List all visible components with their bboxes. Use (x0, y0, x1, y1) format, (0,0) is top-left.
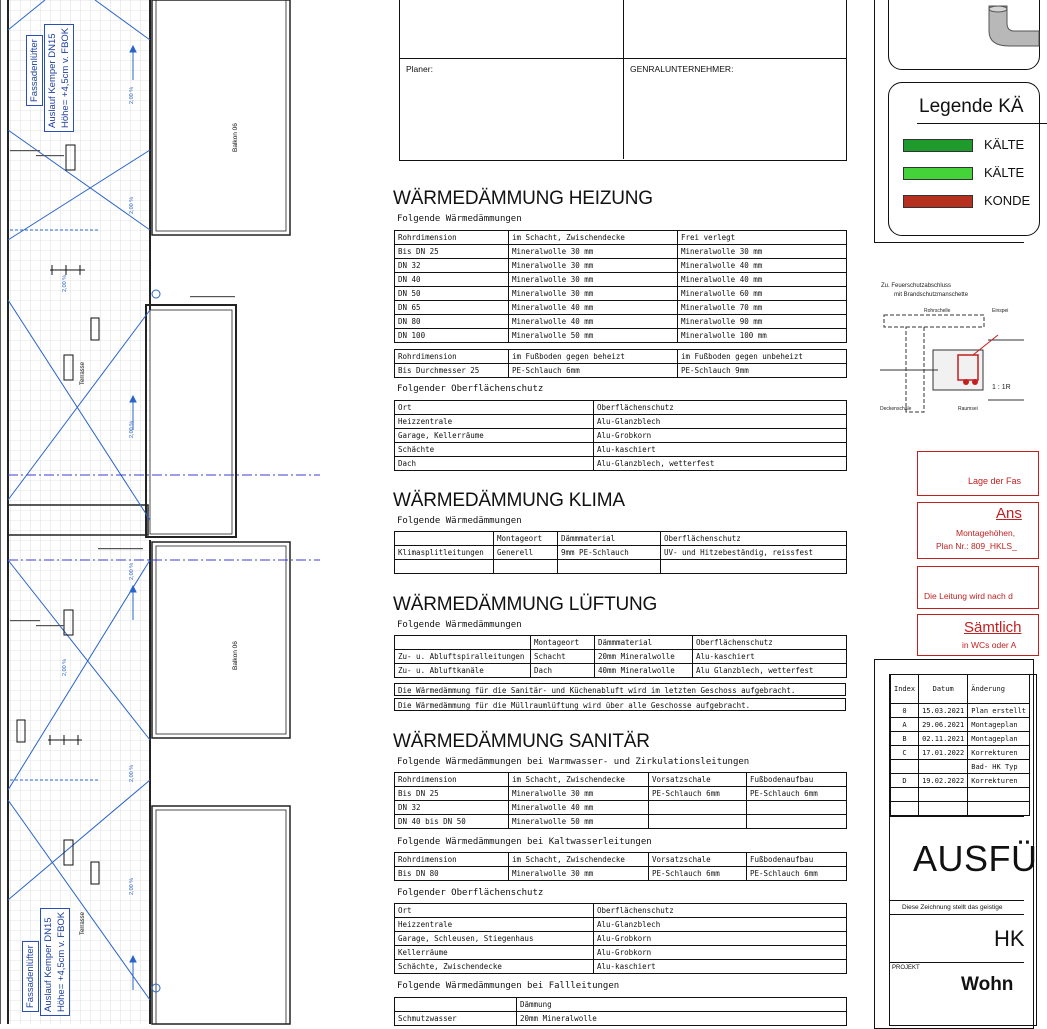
table-row (395, 946, 847, 960)
table-row (395, 932, 847, 946)
lueftung-table (394, 635, 847, 678)
cell: Alu-Glanzblech, wetterfest (594, 457, 847, 471)
sanitaer-subtitle-ww: Folgende Wärmedämmungen bei Warmwasser- und Zirkulationsleitungen (397, 757, 750, 767)
detail-label: Deckenschale (880, 406, 912, 412)
table-row (891, 718, 1030, 732)
cell (747, 815, 847, 829)
table-row (891, 704, 1030, 718)
col-header: Dämmmaterial (558, 532, 661, 546)
cell: Klimasplitleitungen (395, 546, 494, 560)
legend-box (888, 82, 1040, 236)
col-header: Oberflächenschutz (594, 401, 847, 415)
discipline-label: HK (994, 926, 1025, 951)
heizung-table (394, 230, 847, 343)
lueftung-subtitle: Folgende Wärmedämmungen (397, 620, 522, 630)
legend-label: KÄLTE (984, 165, 1025, 180)
cell: DN 40 (395, 273, 509, 287)
col-header: im Fußboden gegen beheizt (509, 350, 678, 364)
cell: Mineralwolle 30 mm (509, 245, 678, 259)
sanitaer-fall-subtitle: Folgende Wärmedämmungen bei Fallleitungen (397, 981, 620, 991)
col-header: Rohrdimension (395, 773, 509, 787)
col-header: Dämmmaterial (595, 636, 693, 650)
facade-vent-line2: Auslauf Kemper DN15 (43, 917, 54, 1012)
cell: Bis Durchmesser 25 (395, 364, 509, 378)
legend-label: KÄLTE (984, 137, 1025, 152)
cell: D (891, 774, 919, 788)
lueftung-note-2: Die Wärmedämmung für die Müllraumlüftung wird über alle Geschosse aufgebracht. (394, 698, 846, 711)
table-header-row (395, 853, 847, 867)
facade-vent-label-bottom (22, 941, 39, 1012)
cell (395, 560, 494, 574)
heizung-subtitle: Folgende Wärmedämmungen (397, 214, 522, 224)
cell: Alu-kaschiert (594, 960, 847, 974)
header-info-box (399, 0, 847, 161)
table-row (395, 787, 847, 801)
facade-vent-title: Fassadenlüfter (29, 39, 40, 102)
table-row (395, 1012, 847, 1026)
cell: Mineralwolle 70 mm (678, 301, 847, 315)
heizung-floor-table (394, 349, 847, 378)
table-row (395, 546, 847, 560)
table-row (395, 315, 847, 329)
cell: Mineralwolle 40 mm (509, 301, 678, 315)
terrace-label: Terrasse (80, 911, 86, 935)
cell: Generell (494, 546, 558, 560)
table-header-row (395, 231, 847, 245)
cell: Alu-Glanzblech (594, 415, 847, 429)
col-header: im Schacht, Zwischendecke (509, 773, 649, 787)
cell: Alu-Glanzblech (594, 918, 847, 932)
table-header-row (395, 904, 847, 918)
project-name: Wohn (961, 974, 1014, 995)
table-header-row (395, 532, 847, 546)
cell: Alu-kaschiert (693, 650, 847, 664)
table-row (395, 801, 847, 815)
cell (649, 801, 747, 815)
col-header: Vorsatzschale (649, 853, 747, 867)
cell: DN 65 (395, 301, 509, 315)
detail-label: Raumsei (958, 406, 978, 412)
cell: Alu-kaschiert (594, 443, 847, 457)
cell: Heizzentrale (395, 918, 594, 932)
col-header: Dämmung (517, 998, 847, 1012)
col-header: Rohrdimension (395, 350, 509, 364)
slope-label: 2,00 % (62, 274, 68, 292)
cell: 20mm Mineralwolle (517, 1012, 847, 1026)
cell (494, 560, 558, 574)
cell: PE-Schlauch 6mm (649, 787, 747, 801)
red-note-line: Montagehöhen, (956, 528, 1016, 538)
cell: PE-Schlauch 6mm (649, 867, 747, 881)
klima-table (394, 531, 847, 574)
cell: Mineralwolle 100 mm (678, 329, 847, 343)
cell: Mineralwolle 60 mm (678, 287, 847, 301)
cell: A (891, 718, 919, 732)
cell (919, 760, 968, 774)
table-header-row (395, 401, 847, 415)
cell: Montageplan (968, 732, 1030, 746)
col-header: Fußbodenaufbau (747, 853, 847, 867)
slope-label: 2,00 % (129, 420, 135, 438)
cell: PE-Schlauch 6mm (747, 867, 847, 881)
col-header: Vorsatzschale (649, 773, 747, 787)
cell: Mineralwolle 30 mm (678, 245, 847, 259)
col-header: Fußbodenaufbau (747, 773, 847, 787)
cell: Mineralwolle 50 mm (509, 329, 678, 343)
cell: Schacht (531, 650, 595, 664)
table-row (395, 364, 847, 378)
cell: Zu- u. Abluftkanäle (395, 664, 531, 678)
facade-vent-line3: Höhe= +4,5cm v. FBOK (56, 911, 67, 1012)
cell: 02.11.2021 (919, 732, 968, 746)
table-row (891, 774, 1030, 788)
fitting-image-box (888, 0, 1040, 70)
table-row (395, 245, 847, 259)
cell: Korrekturen (968, 746, 1030, 760)
cell (558, 560, 661, 574)
table-row (395, 429, 847, 443)
cell: Bis DN 25 (395, 245, 509, 259)
fire-protection-detail (878, 280, 1024, 425)
cell: Montageplan (968, 718, 1030, 732)
cell: Mineralwolle 40 mm (678, 273, 847, 287)
table-row (395, 287, 847, 301)
heizung-surface-subtitle: Folgender Oberflächenschutz (397, 384, 544, 394)
facade-vent-detail-bottom (40, 908, 70, 1016)
col-header: Ort (395, 904, 594, 918)
cell: PE-Schlauch 6mm (747, 787, 847, 801)
cell: Kellerräume (395, 946, 594, 960)
table-header-row (395, 350, 847, 364)
balcony-label: Balkon 06 (232, 641, 239, 670)
cell: PE-Schlauch 6mm (509, 364, 678, 378)
cell: Alu-Grobkorn (594, 429, 847, 443)
col-header: im Schacht, Zwischendecke (509, 853, 649, 867)
cell: Mineralwolle 30 mm (509, 259, 678, 273)
cell: 0 (891, 704, 919, 718)
table-row (395, 867, 847, 881)
table-header-row (891, 675, 1030, 704)
cell: Schächte, Zwischendecke (395, 960, 594, 974)
col-header: Rohrdimension (395, 853, 509, 867)
cell: Mineralwolle 40 mm (678, 259, 847, 273)
col-header: Ort (395, 401, 594, 415)
table-row (891, 732, 1030, 746)
cell (919, 788, 968, 802)
cell: 19.02.2022 (919, 774, 968, 788)
table-row (395, 650, 847, 664)
col-header: Oberflächenschutz (594, 904, 847, 918)
legend-swatch (903, 139, 973, 152)
cell: 40mm Mineralwolle (595, 664, 693, 678)
gu-label: GENRALUNTERNEHMER: (630, 64, 734, 74)
table-row (891, 788, 1030, 802)
cell (649, 815, 747, 829)
red-note-text: Lage der Fas (968, 476, 1022, 486)
table-row (395, 301, 847, 315)
table-row (395, 415, 847, 429)
cell: Mineralwolle 40 mm (509, 315, 678, 329)
facade-vent-line2: Auslauf Kemper DN15 (47, 33, 58, 128)
floor-plan-drawing (0, 0, 330, 1024)
project-label: PROJEKT (892, 965, 920, 971)
detail-label: Rohrschelle (924, 308, 951, 314)
cell: 15.03.2021 (919, 704, 968, 718)
cell: Bis DN 80 (395, 867, 509, 881)
table-header-row (395, 636, 847, 650)
facade-vent-label-top (26, 35, 43, 106)
cell: 20mm Mineralwolle (595, 650, 693, 664)
cell: Mineralwolle 30 mm (509, 787, 649, 801)
cell: Schmutzwasser (395, 1012, 517, 1026)
table-row (395, 329, 847, 343)
red-note-line: in WCs oder A (962, 640, 1017, 650)
cell (891, 760, 919, 774)
slope-label: 2,00 % (62, 658, 68, 676)
col-header: Montageort (531, 636, 595, 650)
facade-vent-line3: Höhe= +4,5cm v. FBOK (60, 27, 71, 128)
legend-title: Legende KÄ (919, 96, 1024, 117)
table-row (395, 560, 847, 574)
detail-scale: 1 : 1R (992, 384, 1011, 391)
table-row (395, 664, 847, 678)
table-row (395, 960, 847, 974)
red-note-mounting (917, 502, 1039, 559)
cell: Alu Glanzblech, wetterfest (693, 664, 847, 678)
col-header: Oberflächenschutz (693, 636, 847, 650)
cell: UV- und Hitzebeständig, reissfest (661, 546, 847, 560)
col-header: Index (891, 675, 919, 704)
slope-label: 2,00 % (129, 86, 135, 104)
cell: DN 80 (395, 315, 509, 329)
floor-plan-lines (0, 0, 330, 1024)
col-header: Datum (919, 675, 968, 704)
cell: Mineralwolle 90 mm (678, 315, 847, 329)
slope-label: 2,00 % (129, 196, 135, 214)
disclaimer-text: Diese Zeichnung stellt das geistige (902, 904, 1003, 911)
facade-vent-detail-top (44, 24, 74, 132)
cell: Garage, Schleusen, Stiegenhaus (395, 932, 594, 946)
red-note-facade (917, 451, 1039, 496)
balcony-label: Balkon 06 (232, 123, 239, 152)
cell: Alu-Grobkorn (594, 932, 847, 946)
table-row (891, 746, 1030, 760)
col-header (395, 532, 494, 546)
cell: C (891, 746, 919, 760)
col-header: Rohrdimension (395, 231, 509, 245)
red-note-title: Sämtlich (964, 619, 1022, 636)
col-header: Montageort (494, 532, 558, 546)
cell (968, 802, 1030, 816)
plan-type-title: AUSFÜ (913, 838, 1038, 879)
cell: Mineralwolle 30 mm (509, 867, 649, 881)
pipe-fitting-icon (979, 1, 1039, 61)
col-header: Oberflächenschutz (661, 532, 847, 546)
cell: Korrekturen (968, 774, 1030, 788)
cell (891, 802, 919, 816)
red-note-pipe (917, 566, 1039, 609)
detail-label: Einspei (992, 308, 1009, 314)
cell: Heizzentrale (395, 415, 594, 429)
table-row (395, 815, 847, 829)
cell: Mineralwolle 50 mm (509, 815, 649, 829)
cell (891, 788, 919, 802)
slope-label: 2,00 % (129, 877, 135, 895)
cell: 17.01.2022 (919, 746, 968, 760)
cell (747, 801, 847, 815)
facade-vent-title: Fassadenlüfter (25, 945, 36, 1008)
cell: 29.06.2021 (919, 718, 968, 732)
cell: Alu-Grobkorn (594, 946, 847, 960)
sanitaer-surface-subtitle: Folgender Oberflächenschutz (397, 888, 544, 898)
heizung-title: WÄRMEDÄMMUNG HEIZUNG (393, 188, 653, 209)
cell: DN 32 (395, 801, 509, 815)
detail-caption: mit Brandschutzmanschette (894, 292, 969, 298)
slope-label: 2,00 % (129, 764, 135, 782)
sanitaer-fall-table (394, 997, 847, 1026)
sanitaer-subtitle-kw: Folgende Wärmedämmungen bei Kaltwasserleitungen (397, 837, 652, 847)
cell: 9mm PE-Schlauch (558, 546, 661, 560)
planer-label: Planer: (406, 64, 433, 74)
legend-swatch (903, 167, 973, 180)
klima-subtitle: Folgende Wärmedämmungen (397, 516, 522, 526)
legend-label: KONDE (984, 193, 1031, 208)
table-row (891, 802, 1030, 816)
cell (661, 560, 847, 574)
cell: Garage, Kellerräume (395, 429, 594, 443)
red-note-text: Die Leitung wird nach d (924, 591, 1013, 601)
sanitaer-ww-table (394, 772, 847, 829)
cell: Bis DN 25 (395, 787, 509, 801)
table-row (395, 259, 847, 273)
cell: Plan erstellt (968, 704, 1030, 718)
legend-swatch (903, 195, 973, 208)
sanitaer-surface-table (394, 903, 847, 974)
cell: Mineralwolle 40 mm (509, 801, 649, 815)
table-header-row (395, 998, 847, 1012)
cell: B (891, 732, 919, 746)
col-header: Frei verlegt (678, 231, 847, 245)
table-row (395, 443, 847, 457)
col-header: Änderung (968, 675, 1030, 704)
cell (968, 788, 1030, 802)
cell: Bad- HK Typ (968, 760, 1030, 774)
cell: DN 32 (395, 259, 509, 273)
lueftung-title: WÄRMEDÄMMUNG LÜFTUNG (393, 594, 658, 615)
col-header: im Schacht, Zwischendecke (509, 231, 678, 245)
terrace-label: Terrasse (80, 361, 86, 385)
table-row (395, 457, 847, 471)
col-header (395, 636, 531, 650)
cell: DN 50 (395, 287, 509, 301)
sanitaer-kw-table (394, 852, 847, 881)
red-note-title: Ans (996, 505, 1022, 522)
cell (919, 802, 968, 816)
cell: PE-Schlauch 9mm (678, 364, 847, 378)
cell: Mineralwolle 30 mm (509, 273, 678, 287)
cell: Dach (531, 664, 595, 678)
cell: Mineralwolle 30 mm (509, 287, 678, 301)
slope-label: 2,00 % (129, 562, 135, 580)
col-header: im Fußboden gegen unbeheizt (678, 350, 847, 364)
heizung-surface-table (394, 400, 847, 471)
cell: Zu- u. Abluftspiralleitungen (395, 650, 531, 664)
table-header-row (395, 773, 847, 787)
table-row (395, 273, 847, 287)
red-note-line: Plan Nr.: 809_HKLS_ (936, 541, 1017, 551)
cell: DN 40 bis DN 50 (395, 815, 509, 829)
lueftung-note-1: Die Wärmedämmung für die Sanitär- und Küchenabluft wird im letzten Geschoss aufgebracht. (394, 683, 846, 696)
col-header (395, 998, 517, 1012)
red-note-all (917, 614, 1039, 656)
revision-table (890, 674, 1030, 816)
detail-drawing (878, 280, 1024, 425)
cell: Dach (395, 457, 594, 471)
cell: DN 100 (395, 329, 509, 343)
detail-caption: Zu. Feuerschutzabschluss (881, 283, 952, 289)
cell: Schächte (395, 443, 594, 457)
table-row (891, 760, 1030, 774)
klima-title: WÄRMEDÄMMUNG KLIMA (393, 490, 625, 511)
sanitaer-title: WÄRMEDÄMMUNG SANITÄR (393, 731, 650, 752)
table-row (395, 918, 847, 932)
